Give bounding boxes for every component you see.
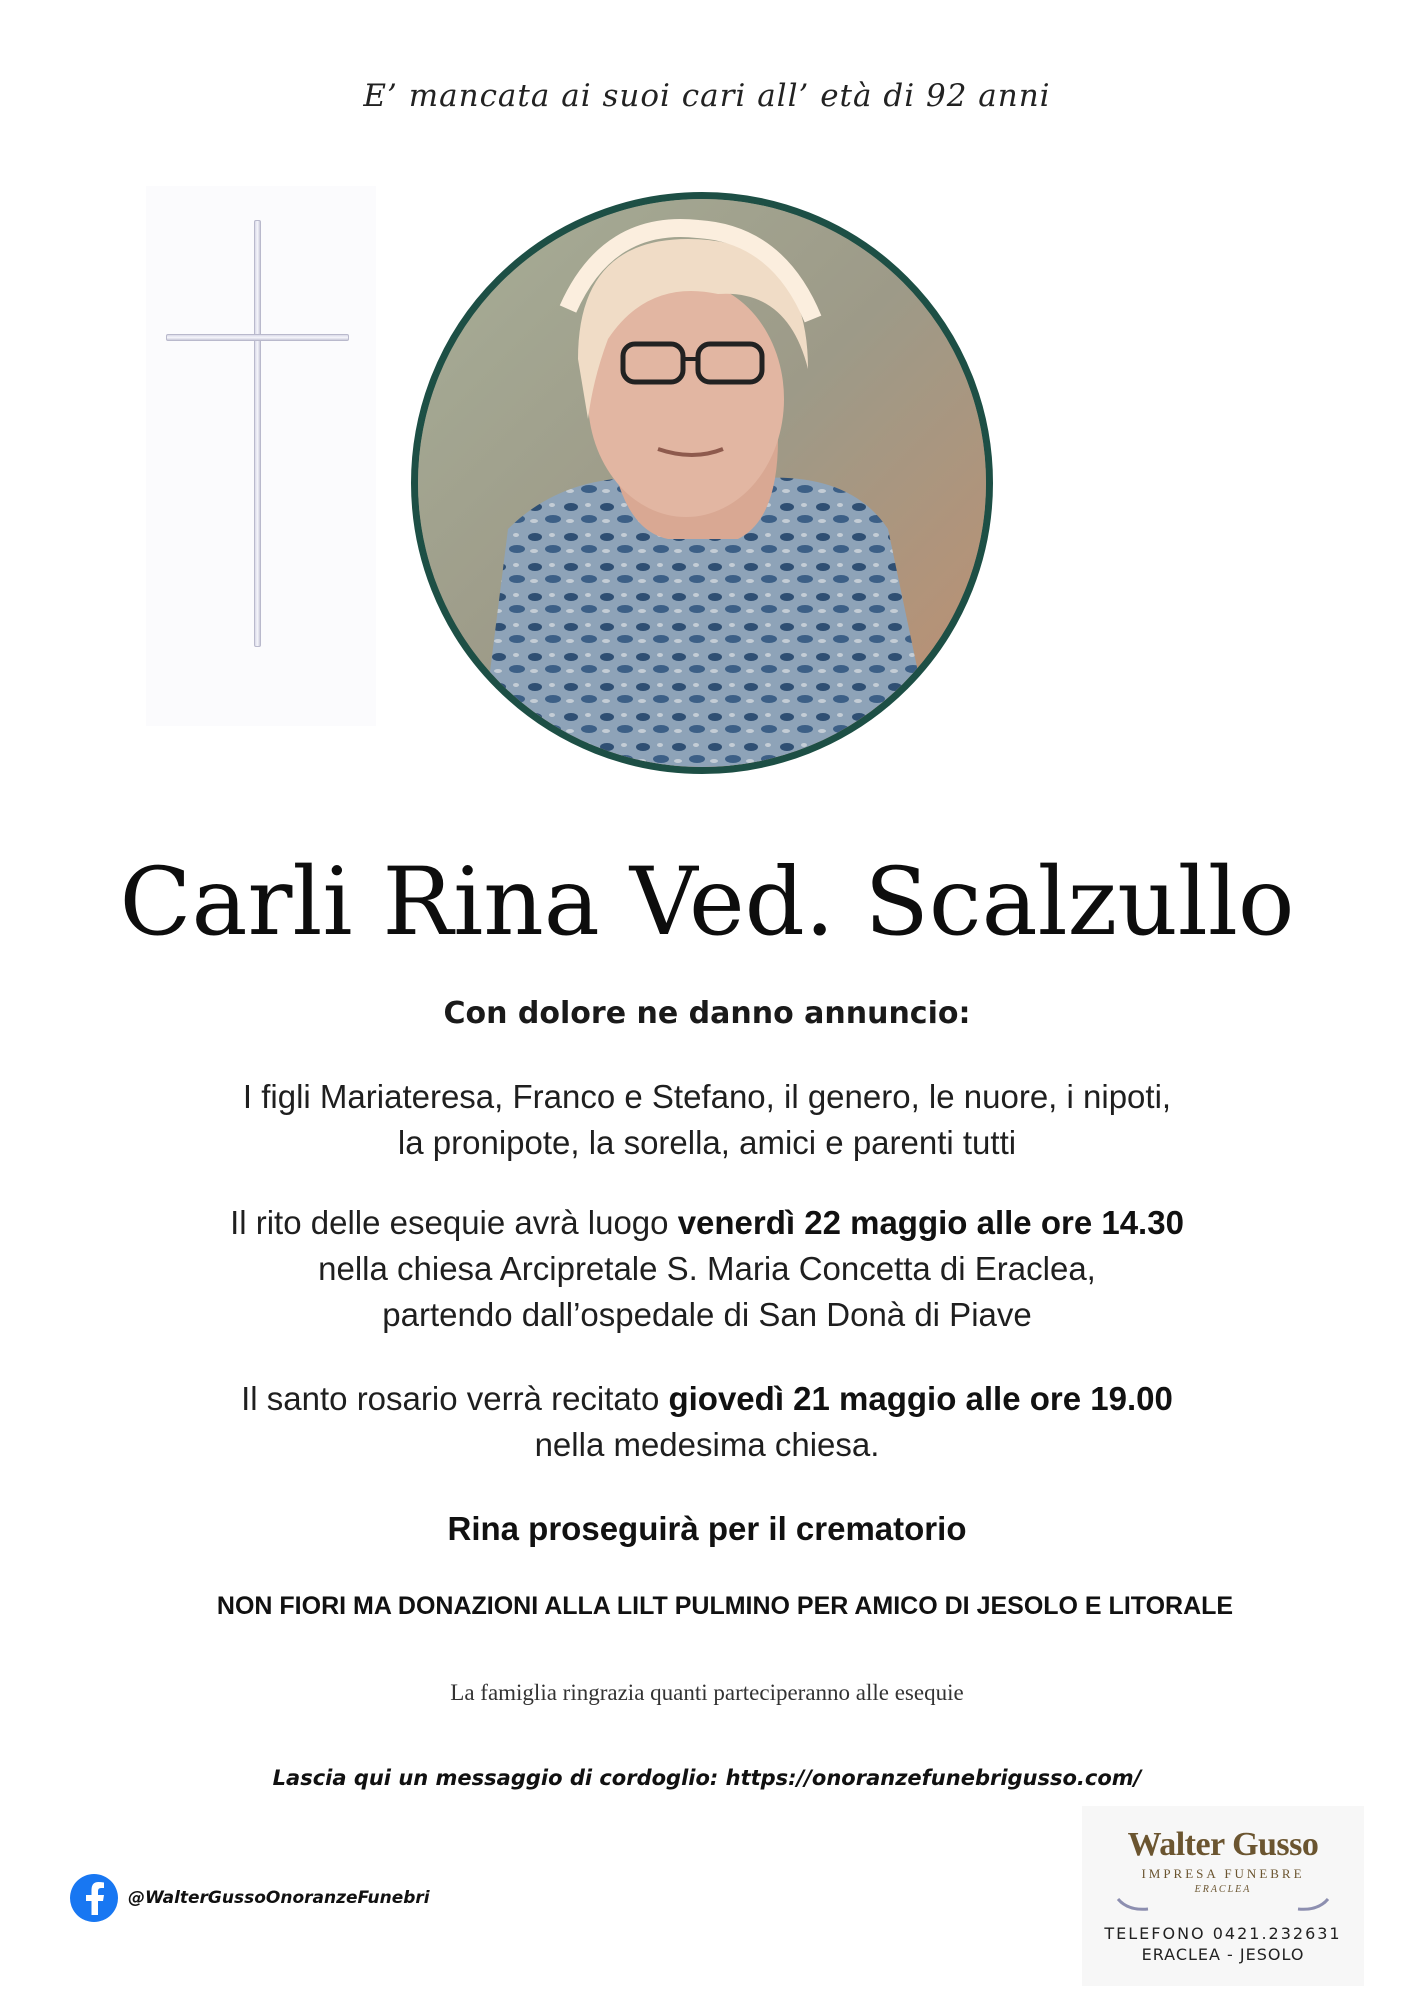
rosary-datetime: giovedì 21 maggio alle ore 19.00 [668,1380,1173,1417]
funeral-home-logo [1082,1806,1364,1986]
funeral-details [0,1200,1414,1338]
facebook-handle: @WalterGussoOnoranzeFunebri [128,1888,430,1908]
funeral-line-1 [0,1200,1414,1246]
logo-phone: TELEFONO 0421.232631 [1104,1924,1342,1943]
cross-icon [254,220,261,647]
cross-panel [146,186,376,726]
thanks-note: La famiglia ringrazia quanti parteciperanno alle esequie [450,1680,964,1705]
funeral-line-3: partendo dall’ospedale di San Donà di Piave [382,1296,1032,1333]
rosary-details [0,1376,1414,1468]
donations-note: NON FIORI MA DONAZIONI ALLA LILT PULMINO PER AMICO DI JESOLO E LITORALE [216,1592,1234,1620]
age-line: E’ mancata ai suoi cari all’ età di 92 anni [363,78,1051,114]
condolence-link[interactable]: Lascia qui un messaggio di cordoglio: https://onoranzefunebrigusso.com/ [272,1766,1142,1790]
announcement-intro: Con dolore ne danno annuncio: [443,996,971,1031]
logo-name: Walter Gusso [1127,1826,1319,1863]
logo-place: ERACLEA [1194,1884,1252,1895]
deceased-name: Carli Rina Ved. Scalzullo [119,848,1295,957]
funeral-prefix: Il rito delle esequie avrà luogo [230,1204,678,1241]
logo-subtitle: IMPRESA FUNEBRE [1141,1866,1305,1881]
funeral-line-2: nella chiesa Arcipretale S. Maria Concetta di Eraclea, [318,1250,1096,1287]
rosary-line-2: nella medesima chiesa. [534,1426,880,1463]
facebook-link[interactable] [70,1874,430,1922]
facebook-icon [70,1874,118,1922]
rosary-prefix: Il santo rosario verrà recitato [241,1380,669,1417]
funeral-datetime: venerdì 22 maggio alle ore 14.30 [677,1204,1184,1241]
family-line-1: I figli Mariateresa, Franco e Stefano, il genero, le nuore, i nipoti, [242,1078,1172,1115]
cross-icon-bar [166,334,349,341]
portrait-photo [411,192,993,774]
logo-arc-icon [1108,1897,1338,1913]
family-line-2: la pronipote, la sorella, amici e parenti tutti [397,1124,1017,1161]
rosary-line-1 [0,1376,1414,1422]
portrait-illustration [418,199,986,767]
logo-cities: ERACLEA - JESOLO [1141,1945,1305,1964]
family-list [0,1074,1414,1166]
cremation-note: Rina proseguirà per il crematorio [447,1510,967,1547]
